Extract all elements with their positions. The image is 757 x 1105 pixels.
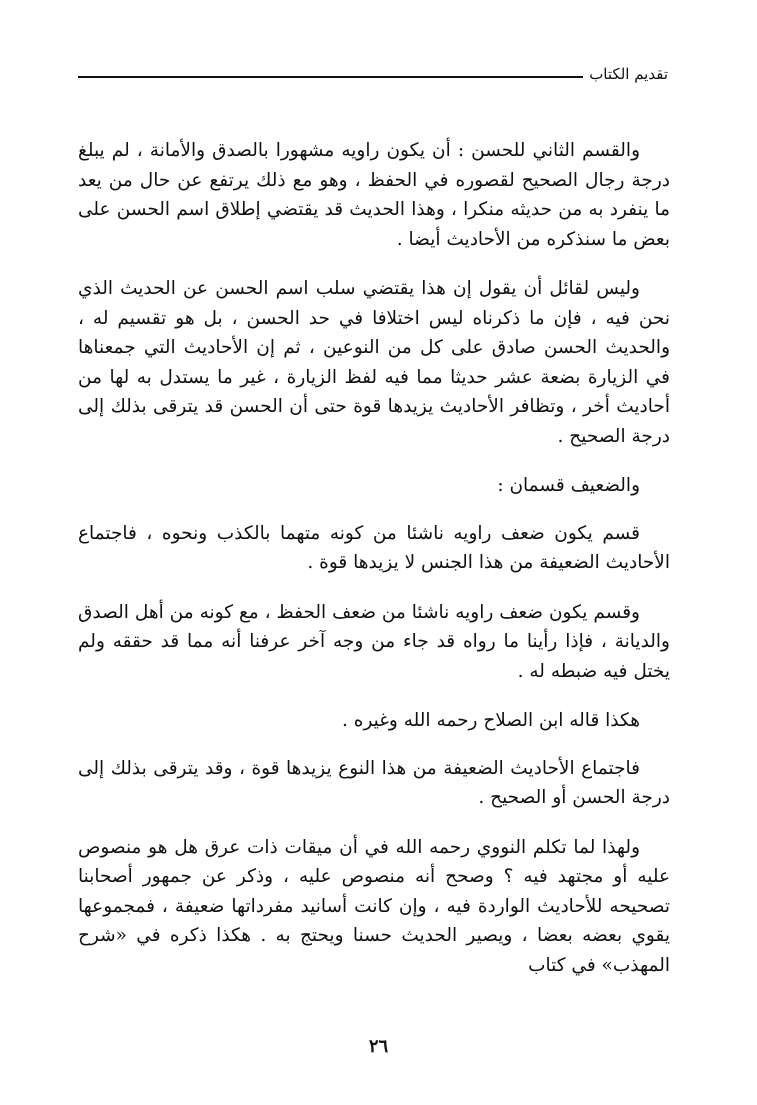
paragraph: ولهذا لما تكلم النووي رحمه الله في أن ميقات ذات عرق هل هو منصوص عليه أو مجتهد فيه ؟ وصحح أنه منصوص عليه ، وذكر عن جمهور أصحابنا تصحيحه للأحاديث الواردة فيه ، وإن كانت أسانيد مفرداتها ضعيفة ، فمجموعها يقوي بعضه بعضا ، ويصير الحديث حسنا ويحتج به . هكذا ذكره في «شرح المهذب» في كتاب (78, 836, 670, 976)
page-number: ٢٦ (368, 1036, 389, 1057)
paragraph: والضعيف قسمان : (497, 475, 640, 496)
body-text (78, 136, 670, 1000)
paragraph: وقسم يكون ضعف راويه ناشئا من ضعف الحفظ ، مع كونه من أهل الصدق والديانة ، فإذا رأينا ما رواه قد جاء من وجه آخر عرفنا أنه مما قد حققه ولم يختل فيه ضبطه له . (78, 601, 670, 682)
paragraph: وليس لقائل أن يقول إن هذا يقتضي سلب اسم الحسن عن الحديث الذي نحن فيه ، فإن ما ذكرناه ليس اختلافا في حد الحسن ، بل هو تقسيم له ، والحديث الحسن صادق على كل من النوعين ، ثم إن الأحاديث التي جمعناها في الزيارة بضعة عشر حديثا مما فيه لفظ الزيارة ، غير ما يستدل به لها من أحاديث أخر ، وتظافر الأحاديث يزيدها قوة حتى أن الحسن قد يترقى بذلك إلى درجة الصحيح . (78, 278, 670, 447)
running-header (78, 62, 668, 86)
paragraph: هكذا قاله ابن الصلاح رحمه الله وغيره . (342, 710, 640, 731)
paragraph: والقسم الثاني للحسن : أن يكون راويه مشهورا بالصدق والأمانة ، لم يبلغ درجة رجال الصحيح لقصوره في الحفظ ، وهو مع ذلك يرتفع عن حال من يعد ما ينفرد به من حديثه منكرا ، وهذا الحديث قد يقتضي إطلاق اسم الحسن على بعض ما سنذكره من الأحاديث أيضا . (78, 140, 670, 250)
paragraph: قسم يكون ضعف راويه ناشئا من كونه متهما بالكذب ونحوه ، فاجتماع الأحاديث الضعيفة من هذا الجنس لا يزيدها قوة . (78, 522, 670, 573)
header-rule (78, 76, 583, 78)
header-title: تقديم الكتاب (589, 65, 668, 83)
paragraph: فاجتماع الأحاديث الضعيفة من هذا النوع يزيدها قوة ، وقد يترقى بذلك إلى درجة الحسن أو الصحيح . (78, 757, 670, 808)
